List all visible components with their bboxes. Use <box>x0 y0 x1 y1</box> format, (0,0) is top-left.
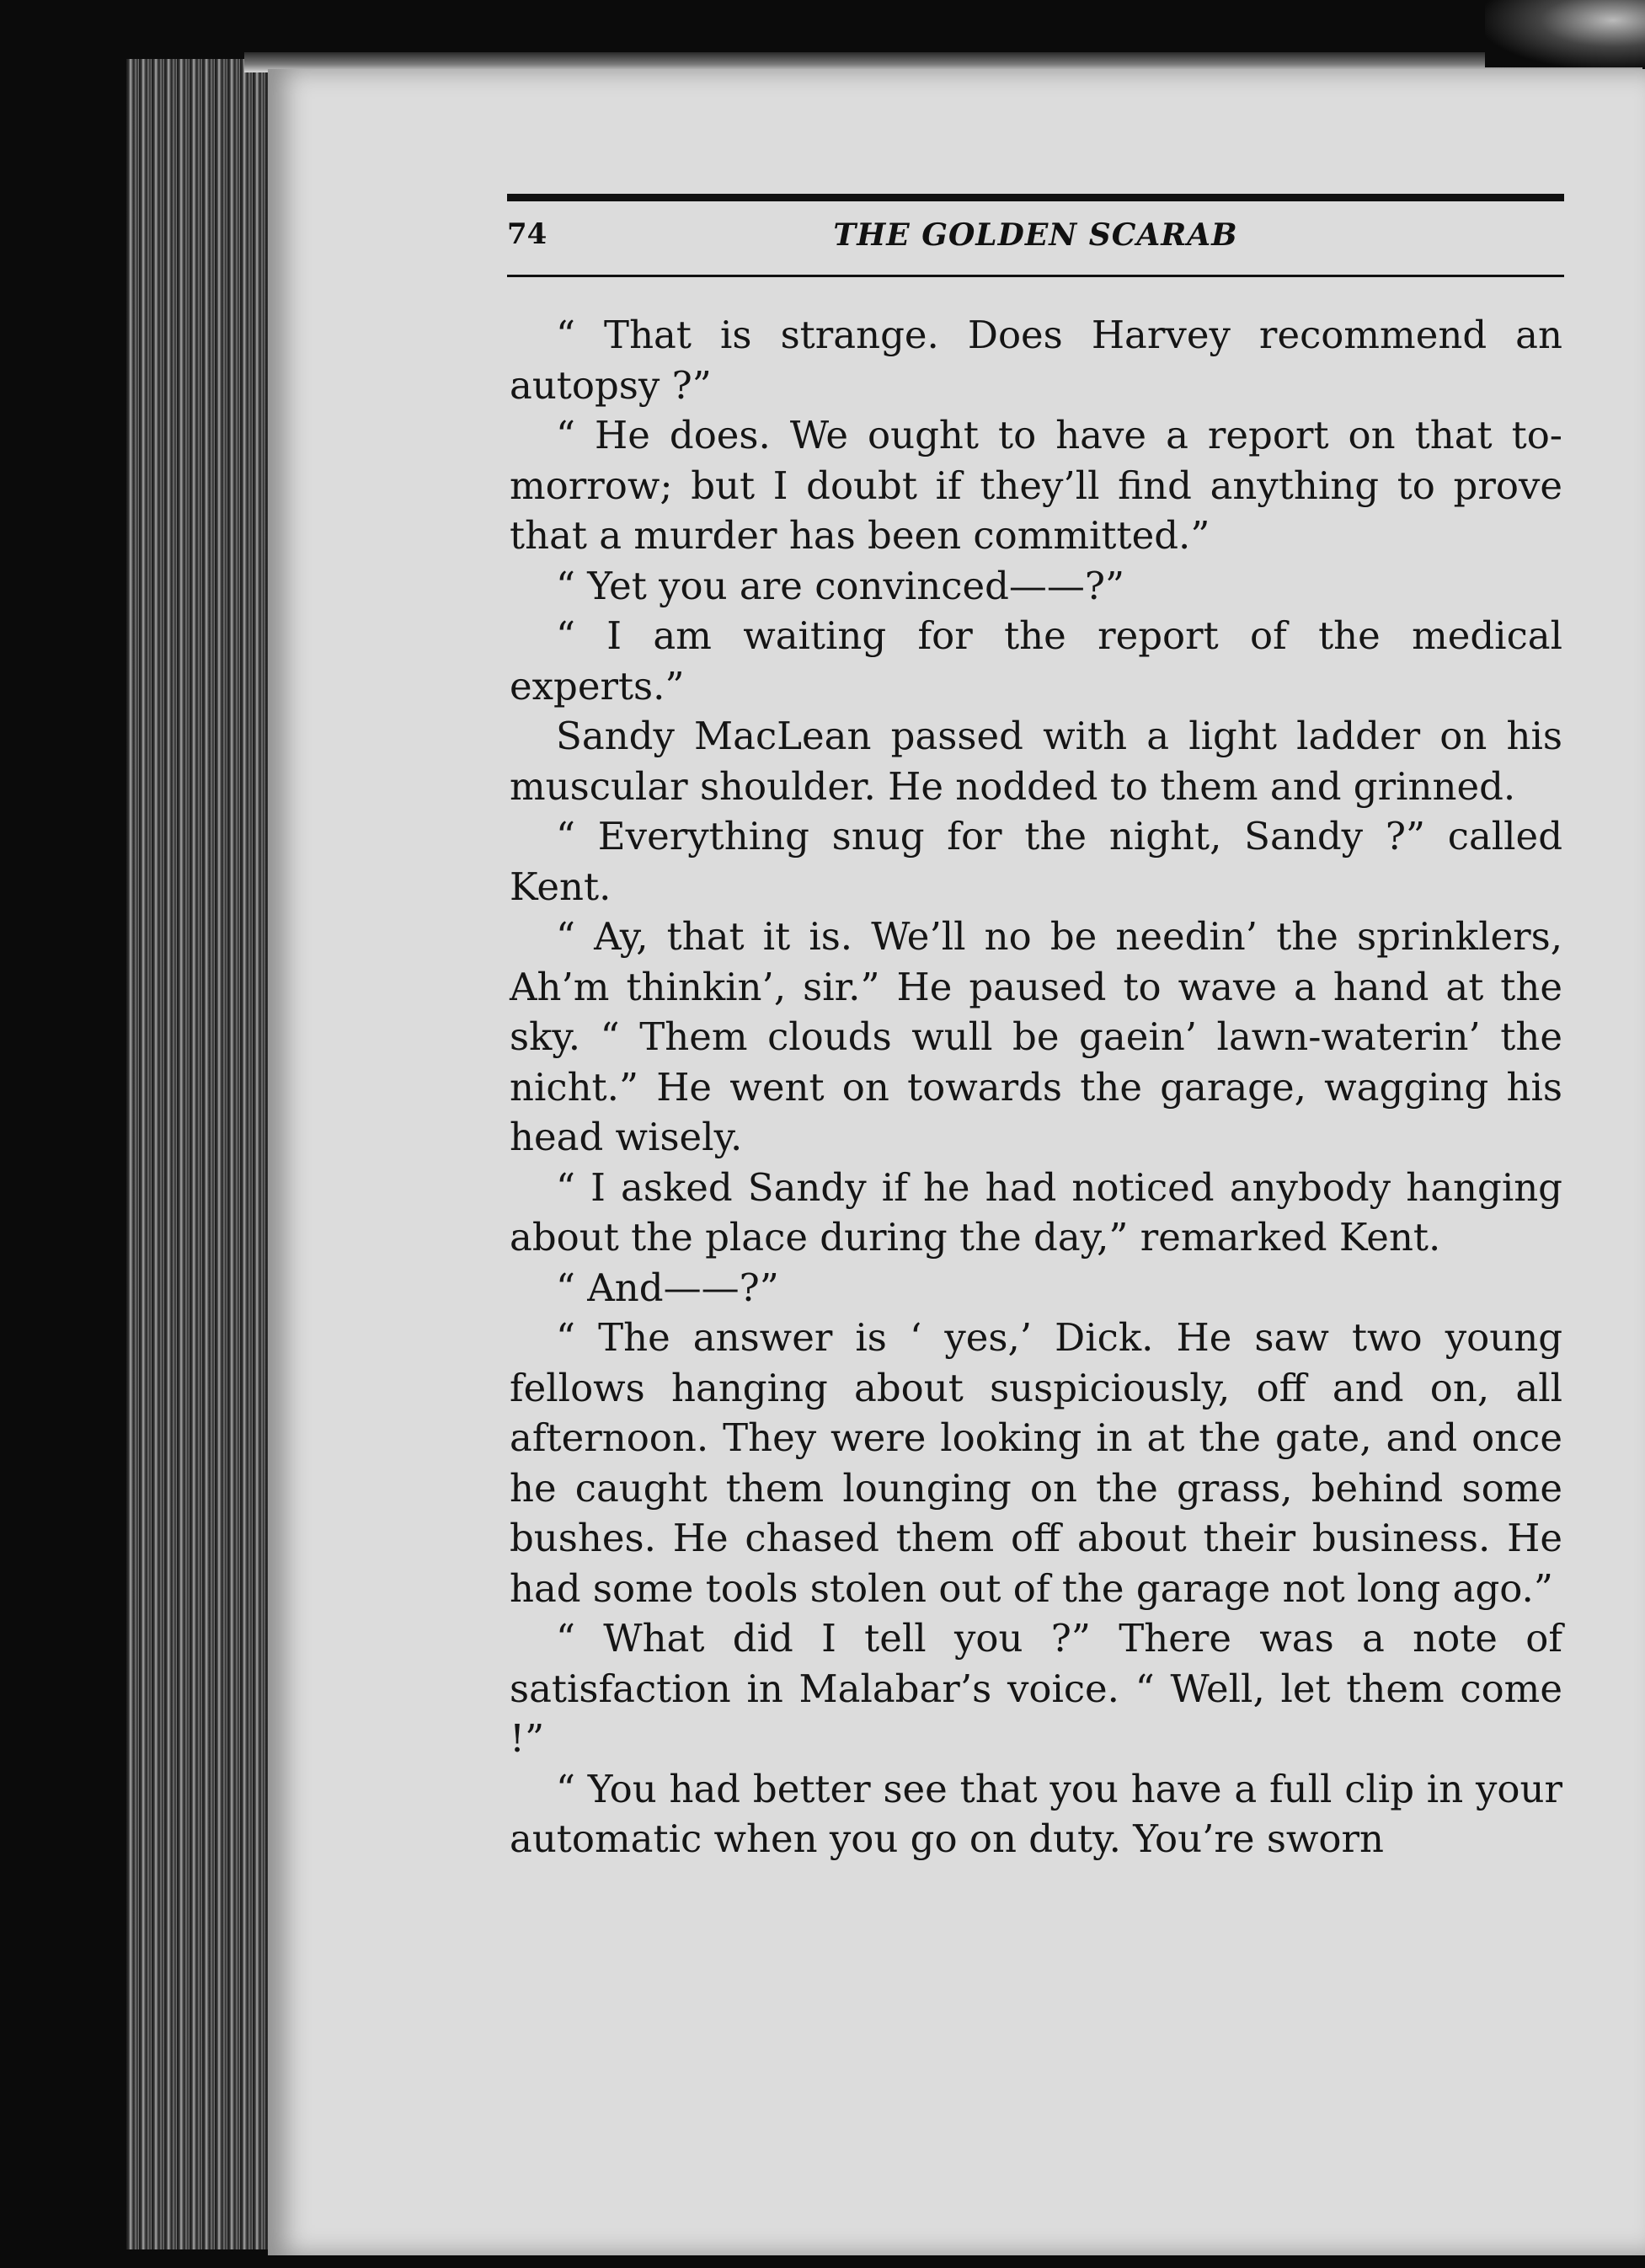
paragraph: “ I am waiting for the report of the medical experts.” <box>510 613 1562 709</box>
paragraph: “ What did I tell you ?” There was a note of satisfaction in Malabar’s voice. “ Well, let them come !” <box>510 1616 1562 1761</box>
paragraph: “ Ay, that it is. We’ll no be needin’ the sprinklers, Ah’m thinkin’, sir.” He paused to wave a hand at the sky. “ Them clouds wull be gaein’ lawn-waterin’ the nicht.” He went on towards the garage, wagging his head wisely. <box>510 914 1562 1159</box>
paragraph: “ And——?” <box>556 1265 779 1310</box>
paragraph: “ He does. We ought to have a report on that to-morrow; but I doubt if they’ll find anything to prove that a murder has been committed.” <box>510 413 1562 558</box>
scan-corner-artifact <box>1485 0 1645 67</box>
book-page-edges <box>126 59 270 2249</box>
header-bottom-rule <box>507 275 1564 277</box>
paragraph: Sandy MacLean passed with a light ladder on his muscular shoulder. He nodded to them and grinned. <box>510 714 1562 809</box>
page-header <box>507 217 1564 268</box>
paragraph: “ The answer is ‘ yes,’ Dick. He saw two young fellows hanging about suspiciously, off and on, all afternoon. They were looking in at the gate, and once he caught them lounging on the grass, behind some bushes. He chased them off about their business. He had some tools stolen out of the garage not long ago.” <box>510 1315 1562 1611</box>
paragraph: “ Yet you are convinced——?” <box>556 563 1125 608</box>
paragraph: “ Everything snug for the night, Sandy ?” called Kent. <box>510 814 1562 909</box>
running-head-title: THE GOLDEN SCARAB <box>833 217 1238 253</box>
header-top-rule <box>507 194 1564 201</box>
paragraph: “ I asked Sandy if he had noticed anybody hanging about the place during the day,” remarked Kent. <box>510 1164 1562 1260</box>
paragraph: “ That is strange. Does Harvey recommend an autopsy ?” <box>510 313 1562 408</box>
page-number: 74 <box>507 217 547 251</box>
body-text <box>510 310 1562 1864</box>
paragraph: “ You had better see that you have a full clip in your automatic when you go on duty. You’re sworn <box>510 1766 1562 1861</box>
